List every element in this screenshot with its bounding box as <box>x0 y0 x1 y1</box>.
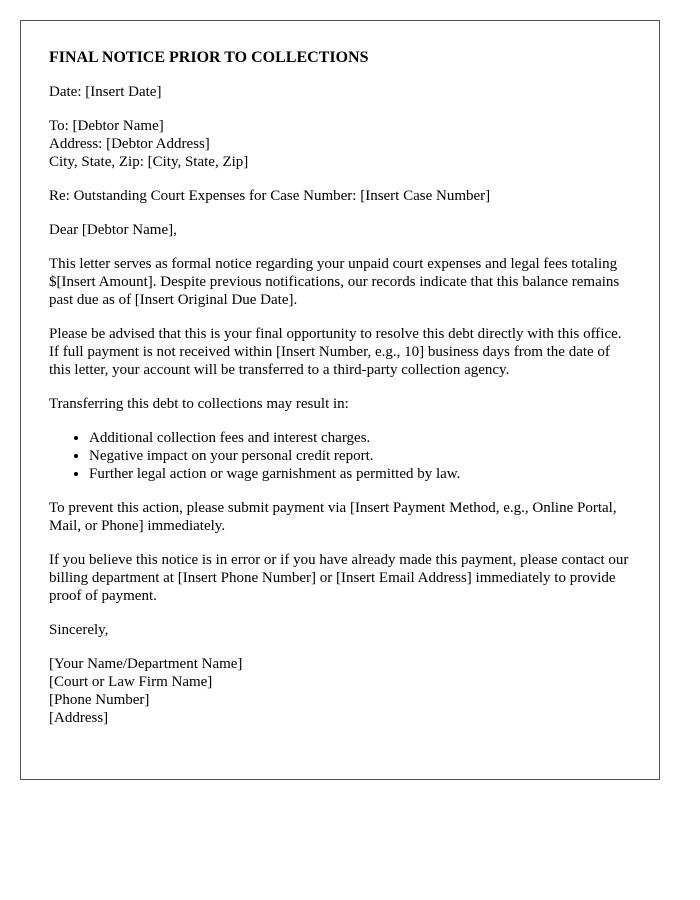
body-paragraph-2: Please be advised that this is your final opportunity to resolve this debt directly with this office. If full payment is not received within [Insert Number, e.g., 10] business days from the date of this letter, your account will be transferred to a third-party collection agency. <box>49 326 622 378</box>
list-item: • Negative impact on your personal credit report. <box>89 447 631 465</box>
recipient-block <box>49 117 631 171</box>
recipient-address: Address: [Debtor Address] <box>49 136 210 152</box>
re-line: Re: Outstanding Court Expenses for Case Number: [Insert Case Number] <box>49 188 491 204</box>
date-line: Date: [Insert Date] <box>49 84 162 100</box>
recipient-city-state-zip: City, State, Zip: [City, State, Zip] <box>49 154 249 170</box>
list-intro: Transferring this debt to collections may result in: <box>49 396 349 412</box>
signature-name: [Your Name/Department Name] <box>49 656 243 672</box>
closing: Sincerely, <box>49 622 109 638</box>
list-item: • Further legal action or wage garnishment as permitted by law. <box>89 465 631 483</box>
body-paragraph-1: This letter serves as formal notice regarding your unpaid court expenses and legal fees totaling $[Insert Amount]. Despite previous notifications, our records indicate that this balance remains past due as of [Insert Original Due Date]. <box>49 256 620 308</box>
recipient-name: To: [Debtor Name] <box>49 118 164 134</box>
letter-document <box>20 20 660 780</box>
signature-firm: [Court or Law Firm Name] <box>49 674 213 690</box>
body-paragraph-3: To prevent this action, please submit payment via [Insert Payment Method, e.g., Online Portal, Mail, or Phone] immediately. <box>49 500 617 534</box>
signature-address: [Address] <box>49 710 109 726</box>
body-paragraph-4: If you believe this notice is in error or if you have already made this payment, please contact our billing department at [Insert Phone Number] or [Insert Email Address] immediately to provide proof of payment. <box>49 552 629 604</box>
list-item: • Additional collection fees and interest charges. <box>89 429 631 447</box>
letter-heading: FINAL NOTICE PRIOR TO COLLECTIONS <box>49 49 369 66</box>
consequences-list <box>49 429 631 483</box>
signature-phone: [Phone Number] <box>49 692 150 708</box>
signature-block <box>49 655 631 727</box>
salutation: Dear [Debtor Name], <box>49 222 177 238</box>
